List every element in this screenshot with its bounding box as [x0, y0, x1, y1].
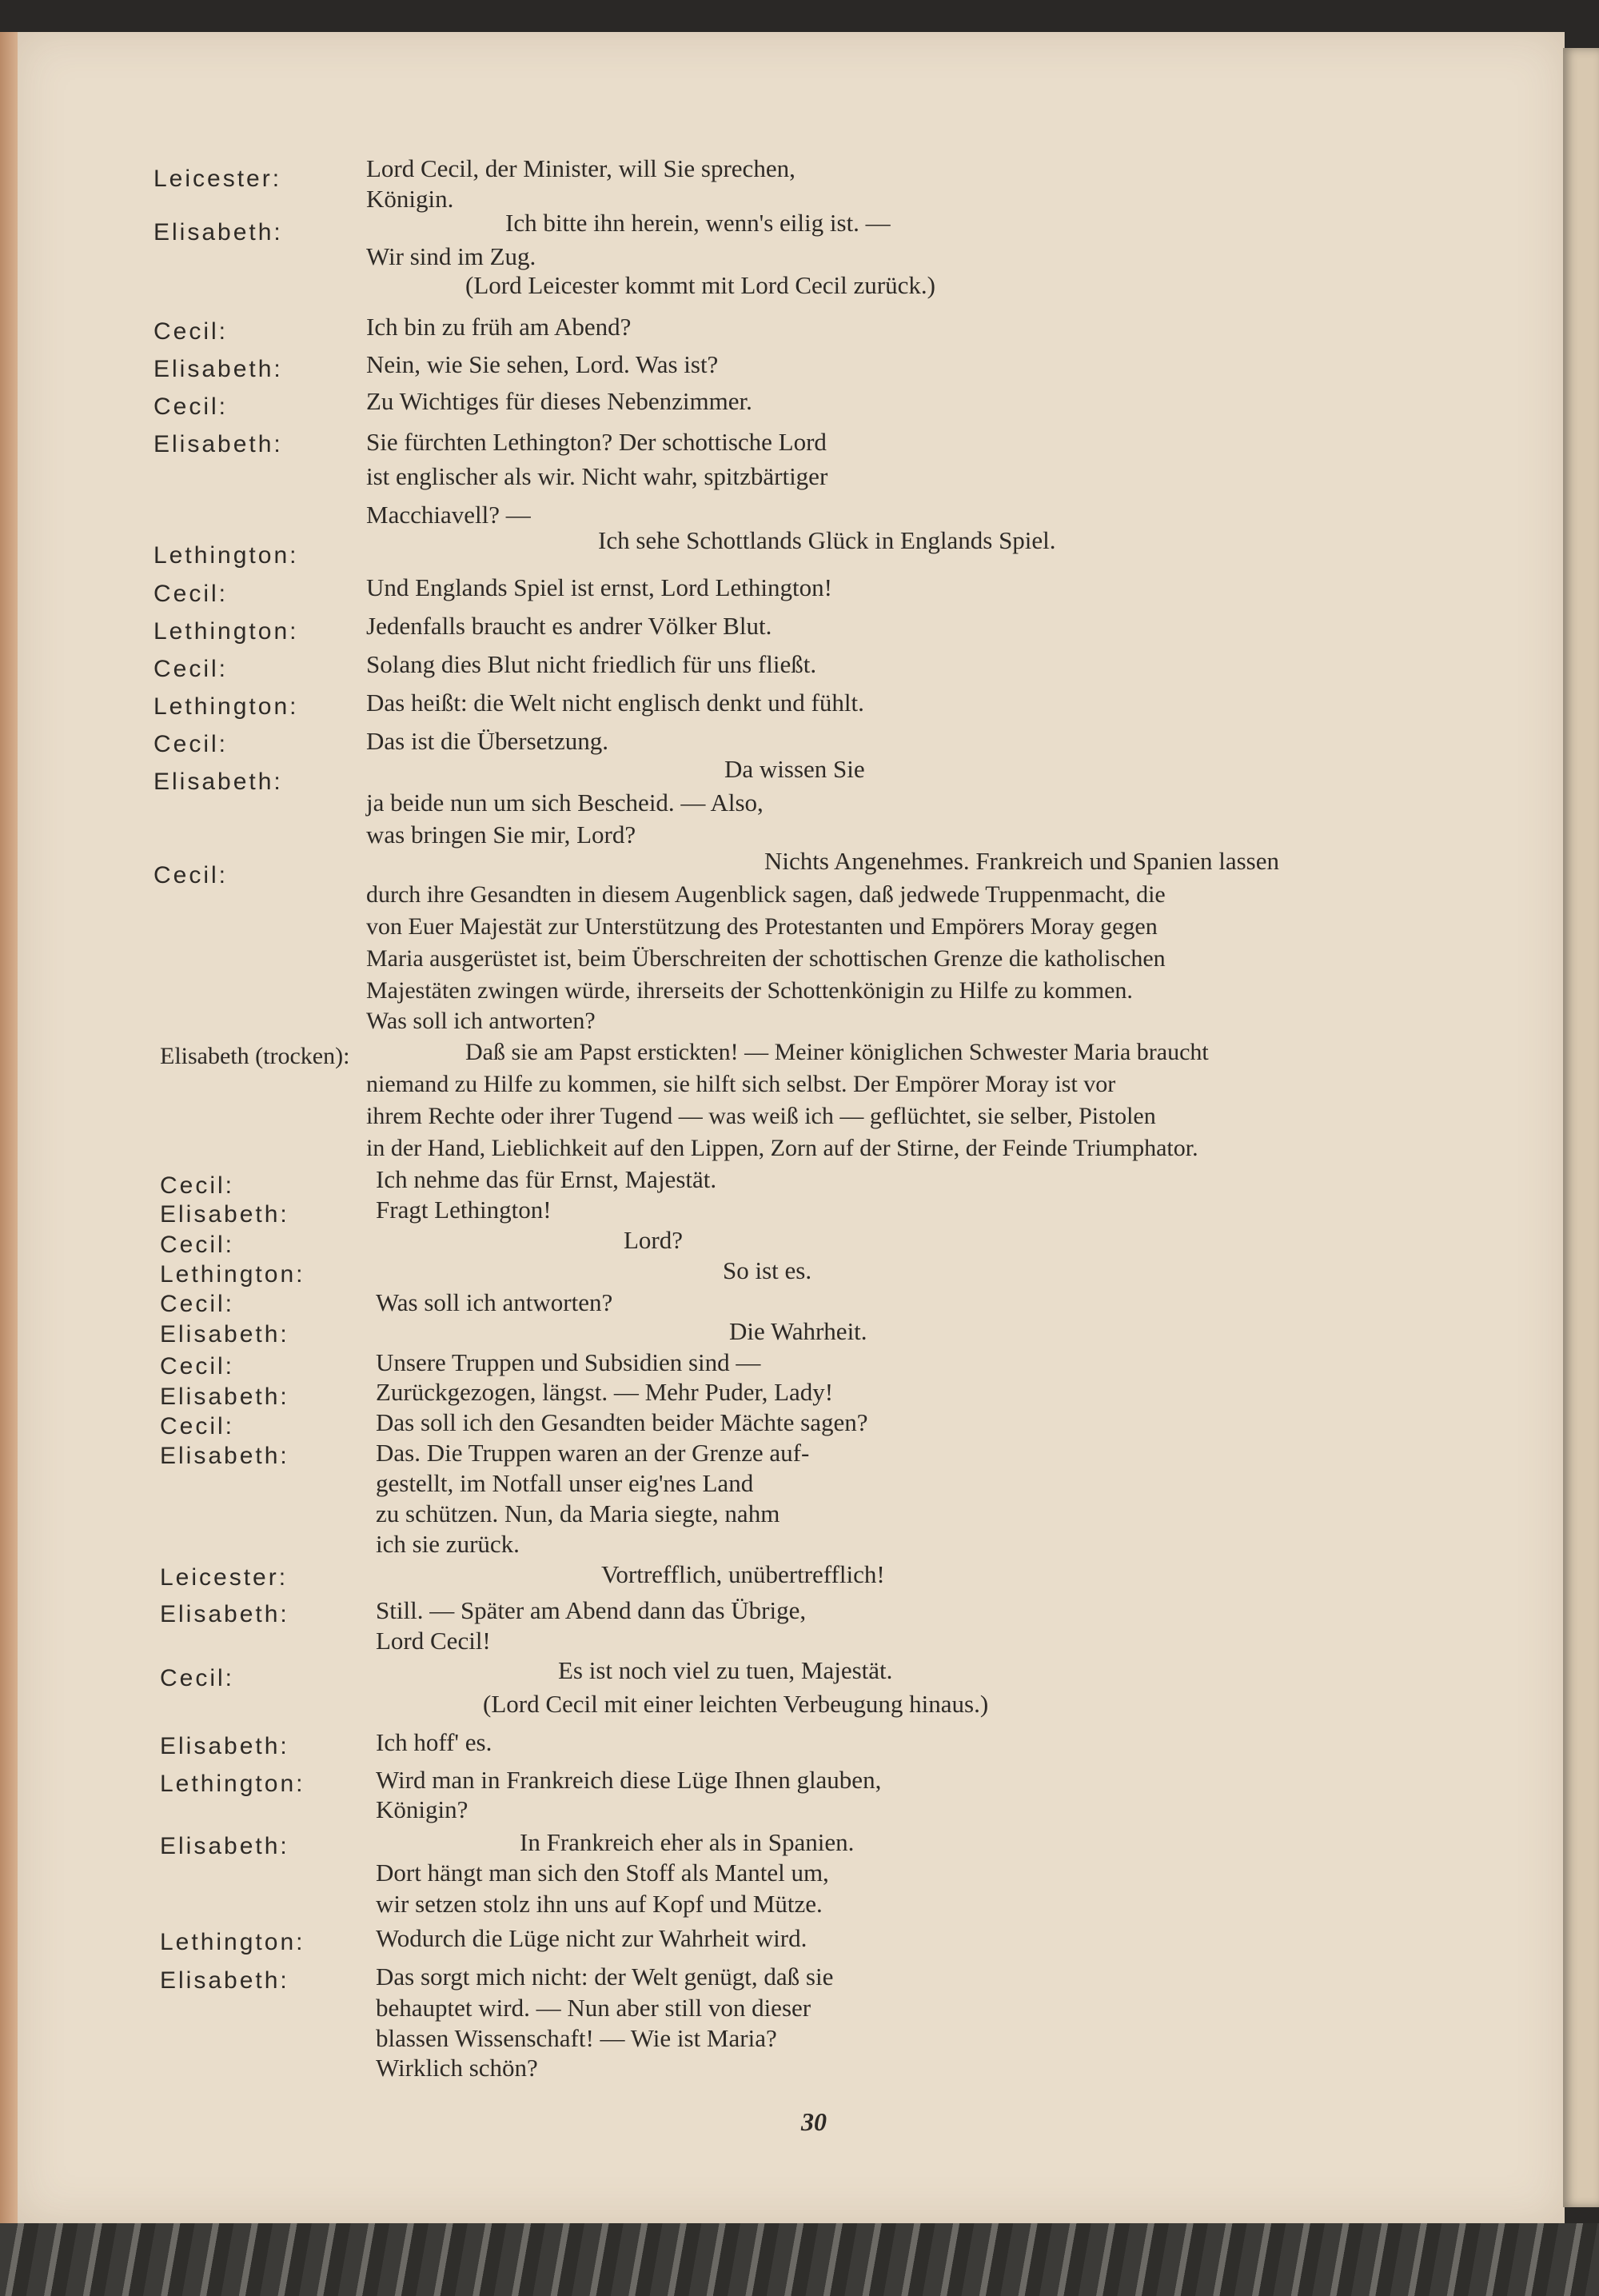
dialogue-line: was bringen Sie mir, Lord?	[366, 821, 636, 849]
page-left-edge	[0, 32, 19, 2223]
dialogue-line: Sie fürchten Lethington? Der schottische Lord	[366, 428, 827, 456]
speaker-label: Lethington:	[154, 542, 299, 569]
stage-direction: (Lord Leicester kommt mit Lord Cecil zurück.)	[465, 271, 935, 299]
speaker-label: Elisabeth:	[154, 356, 283, 382]
dialogue-line: ich sie zurück.	[376, 1530, 520, 1558]
speaker-label: Cecil:	[154, 862, 229, 888]
speaker-label: Lethington:	[160, 1929, 305, 1955]
dialogue-line: Ich sehe Schottlands Glück in Englands Spiel.	[598, 526, 1056, 554]
speaker-label: Elisabeth:	[160, 1601, 289, 1627]
dialogue-line: So ist es.	[723, 1256, 812, 1284]
dialogue-line: Das soll ich den Gesandten beider Mächte sagen?	[376, 1408, 868, 1436]
dialogue-line: blassen Wissenschaft! — Wie ist Maria?	[376, 2024, 777, 2052]
speaker-label: Cecil:	[154, 581, 229, 607]
dialogue-line: Lord Cecil!	[376, 1627, 491, 1655]
speaker-label: Elisabeth (trocken):	[160, 1043, 350, 1069]
speaker-label: Elisabeth:	[160, 1833, 289, 1859]
dialogue-line: Wirklich schön?	[376, 2054, 538, 2082]
page-number: 30	[801, 2107, 827, 2136]
speaker-label: Elisabeth:	[154, 219, 283, 246]
speaker-label: Leicester:	[154, 166, 282, 192]
dialogue-line: Unsere Truppen und Subsidien sind —	[376, 1348, 761, 1376]
speaker-label: Elisabeth:	[160, 1733, 289, 1759]
dialogue-line: behauptet wird. — Nun aber still von dieser	[376, 1994, 811, 2022]
speaker-label: Cecil:	[160, 1413, 235, 1439]
dialogue-line: Fragt Lethington!	[376, 1196, 552, 1224]
dialogue-line: Wir sind im Zug.	[366, 242, 536, 270]
speaker-label: Cecil:	[160, 1665, 235, 1691]
dialogue-line: niemand zu Hilfe zu kommen, sie hilft sich selbst. Der Empörer Moray ist vor	[366, 1071, 1116, 1097]
speaker-label: Cecil:	[160, 1291, 235, 1317]
speaker-label: Lethington:	[160, 1771, 305, 1797]
dialogue-line: durch ihre Gesandten in diesem Augenblick sagen, daß jedwede Truppenmacht, die	[366, 881, 1166, 908]
dialogue-line: Wird man in Frankreich diese Lüge Ihnen glauben,	[376, 1766, 882, 1794]
dialogue-line: von Euer Majestät zur Unterstützung des Protestanten und Empörers Moray gegen	[366, 913, 1158, 940]
speaker-label: Elisabeth:	[160, 1384, 289, 1410]
speaker-label: Cecil:	[160, 1172, 235, 1199]
speaker-label: Cecil:	[154, 731, 229, 757]
speaker-label: Elisabeth:	[160, 1443, 289, 1469]
dialogue-line: Daß sie am Papst erstickten! — Meiner königlichen Schwester Maria braucht	[465, 1039, 1209, 1065]
dialogue-line: Was soll ich antworten?	[376, 1288, 613, 1316]
book-cover-edge	[0, 2223, 1599, 2296]
dialogue-line: Dort hängt man sich den Stoff als Mantel um,	[376, 1859, 829, 1887]
dialogue-line: in der Hand, Lieblichkeit auf den Lippen, Zorn auf der Stirne, der Feinde Triumphator.	[366, 1135, 1198, 1161]
dialogue-line: Wodurch die Lüge nicht zur Wahrheit wird.	[376, 1924, 807, 1952]
dialogue-line: Nichts Angenehmes. Frankreich und Spanien lassen	[764, 847, 1279, 875]
dialogue-line: Zu Wichtiges für dieses Nebenzimmer.	[366, 387, 752, 415]
dialogue-line: Maria ausgerüstet ist, beim Überschreiten der schottischen Grenze die katholischen	[366, 945, 1166, 972]
dialogue-line: Da wissen Sie	[724, 755, 865, 783]
dialogue-line: Das ist die Übersetzung.	[366, 727, 609, 755]
book-page	[18, 32, 1565, 2223]
dialogue-line: Jedenfalls braucht es andrer Völker Blut.	[366, 612, 772, 640]
speaker-label: Cecil:	[160, 1232, 235, 1258]
dialogue-line: Ich nehme das für Ernst, Majestät.	[376, 1165, 717, 1193]
dialogue-line: Lord?	[624, 1226, 684, 1254]
speaker-label: Cecil:	[154, 318, 229, 345]
stage-direction: (Lord Cecil mit einer leichten Verbeugung hinaus.)	[483, 1690, 989, 1718]
dialogue-line: zu schützen. Nun, da Maria siegte, nahm	[376, 1499, 780, 1527]
dialogue-line: ist englischer als wir. Nicht wahr, spitzbärtiger	[366, 462, 828, 490]
dialogue-line: ihrem Rechte oder ihrer Tugend — was weiß ich — geflüchtet, sie selber, Pistolen	[366, 1103, 1156, 1129]
speaker-label: Lethington:	[154, 618, 299, 645]
dialogue-line: Zurückgezogen, längst. — Mehr Puder, Lady!	[376, 1378, 834, 1406]
speaker-label: Lethington:	[160, 1261, 305, 1288]
dialogue-line: Ich bin zu früh am Abend?	[366, 313, 632, 341]
dialogue-line: Ich hoff' es.	[376, 1728, 492, 1756]
dialogue-line: Königin.	[366, 185, 454, 213]
speaker-label: Elisabeth:	[160, 1967, 289, 1994]
dialogue-line: wir setzen stolz ihn uns auf Kopf und Mütze.	[376, 1890, 823, 1918]
speaker-label: Cecil:	[154, 393, 229, 420]
dialogue-line: Das heißt: die Welt nicht englisch denkt und fühlt.	[366, 689, 864, 717]
speaker-label: Elisabeth:	[154, 431, 283, 457]
dialogue-line: Lord Cecil, der Minister, will Sie sprechen,	[366, 154, 796, 182]
dialogue-line: Majestäten zwingen würde, ihrerseits der Schottenkönigin zu Hilfe zu kommen.	[366, 977, 1133, 1004]
speaker-label: Cecil:	[154, 656, 229, 682]
speaker-label: Leicester:	[160, 1564, 289, 1591]
speaker-label: Lethington:	[154, 693, 299, 720]
dialogue-line: Es ist noch viel zu tuen, Majestät.	[558, 1656, 893, 1684]
speaker-label: Elisabeth:	[154, 769, 283, 795]
dialogue-line: ja beide nun um sich Bescheid. — Also,	[366, 789, 764, 817]
dialogue-line: Still. — Später am Abend dann das Übrige,	[376, 1596, 807, 1624]
dialogue-line: Macchiavell? —	[366, 501, 531, 529]
dialogue-line: Was soll ich antworten?	[366, 1008, 596, 1034]
dialogue-line: Das. Die Truppen waren an der Grenze auf-	[376, 1439, 810, 1467]
dialogue-line: Ich bitte ihn herein, wenn's eilig ist. —	[505, 209, 891, 237]
dialogue-line: Vortrefflich, unübertrefflich!	[601, 1560, 885, 1588]
dialogue-line: gestellt, im Notfall unser eig'nes Land	[376, 1469, 754, 1497]
dialogue-line: Solang dies Blut nicht friedlich für uns fließt.	[366, 650, 817, 678]
dialogue-line: In Frankreich eher als in Spanien.	[520, 1828, 855, 1856]
dialogue-line: Königin?	[376, 1795, 469, 1823]
facing-page-edge	[1563, 48, 1599, 2207]
speaker-label: Cecil:	[160, 1353, 235, 1380]
dialogue-line: Das sorgt mich nicht: der Welt genügt, daß sie	[376, 1963, 834, 1991]
dialogue-line: Nein, wie Sie sehen, Lord. Was ist?	[366, 350, 719, 378]
speaker-label: Elisabeth:	[160, 1201, 289, 1228]
dialogue-line: Und Englands Spiel ist ernst, Lord Lethington!	[366, 573, 832, 601]
dialogue-line: Die Wahrheit.	[729, 1317, 867, 1345]
speaker-label: Elisabeth:	[160, 1321, 289, 1348]
